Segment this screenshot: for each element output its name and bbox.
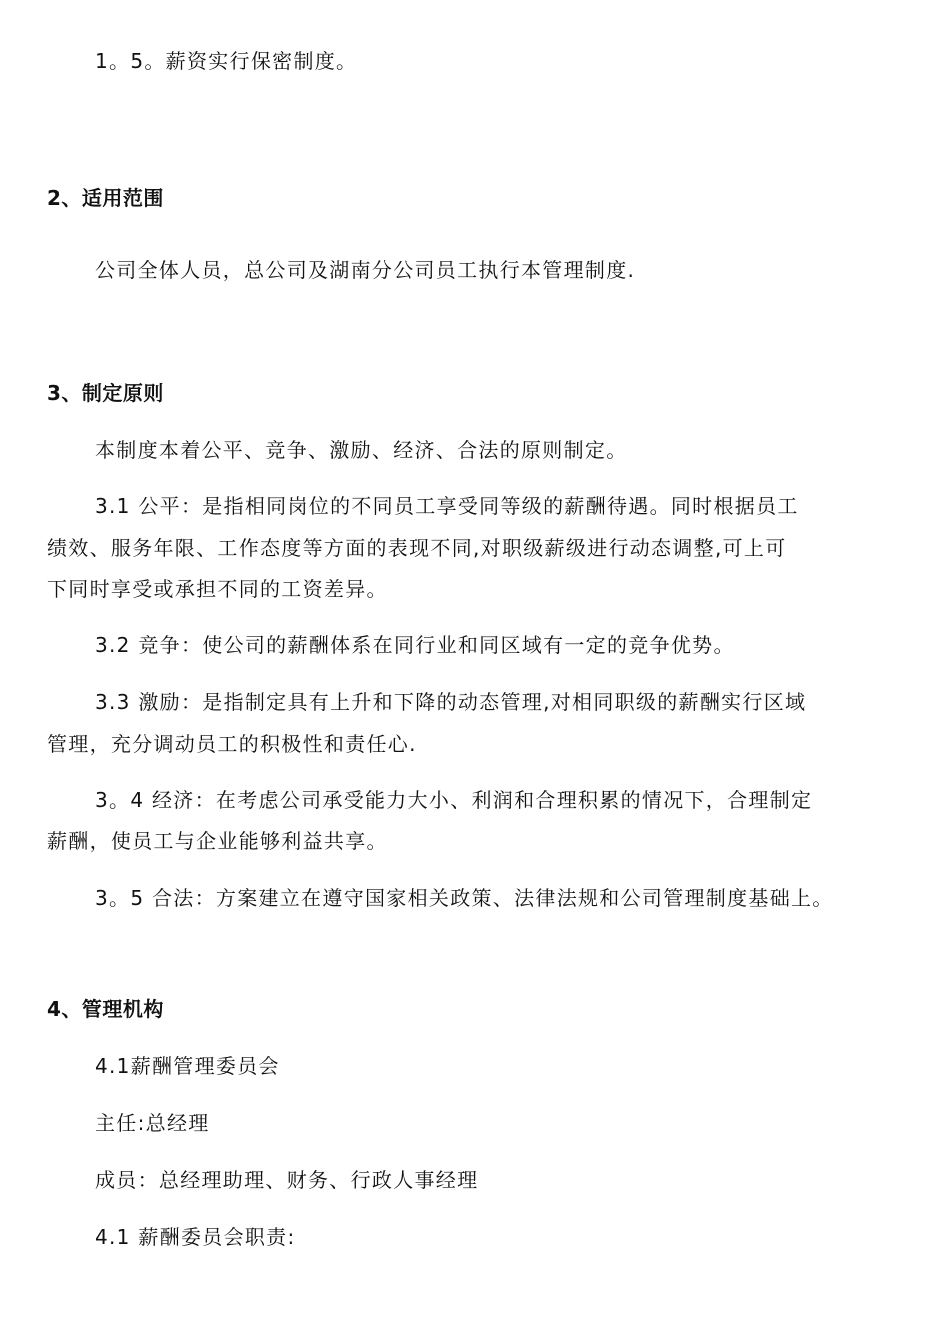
- clause-3-1-line-1: 3.1 公平：是指相同岗位的不同员工享受同等级的薪酬待遇。同时根据员工: [95, 494, 799, 518]
- clause-3-4-line-2: 薪酬，使员工与企业能够利益共享。: [47, 829, 388, 853]
- clause-4-1-committee: 4.1薪酬管理委员会: [95, 1054, 280, 1078]
- principles-intro: 本制度本着公平、竞争、激励、经济、合法的原则制定。: [95, 438, 628, 462]
- clause-3-4-line-1: 3。4 经济：在考虑公司承受能力大小、利润和合理积累的情况下，合理制定: [95, 788, 813, 812]
- section-heading-management: 4、管理机构: [47, 997, 164, 1021]
- clause-3-1-line-3: 下同时享受或承担不同的工资差异。: [47, 577, 388, 601]
- clause-3-5: 3。5 合法：方案建立在遵守国家相关政策、法律法规和公司管理制度基础上。: [95, 886, 834, 910]
- section-heading-scope: 2、适用范围: [47, 186, 164, 210]
- committee-duties-heading: 4.1 薪酬委员会职责:: [95, 1225, 296, 1249]
- clause-3-3-line-1: 3.3 激励：是指制定具有上升和下降的动态管理,对相同职级的薪酬实行区域: [95, 690, 807, 714]
- committee-director: 主任:总经理: [95, 1111, 210, 1135]
- clause-3-1-line-2: 绩效、服务年限、工作态度等方面的表现不同,对职级薪级进行动态调整,可上可: [47, 536, 787, 560]
- clause-3-2: 3.2 竞争：使公司的薪酬体系在同行业和同区域有一定的竞争优势。: [95, 633, 735, 657]
- clause-3-3-line-2: 管理，充分调动员工的积极性和责任心.: [47, 732, 417, 756]
- committee-members: 成员：总经理助理、财务、行政人事经理: [95, 1168, 479, 1192]
- clause-1-5: 1。5。薪资实行保密制度。: [95, 49, 358, 73]
- scope-paragraph: 公司全体人员，总公司及湖南分公司员工执行本管理制度.: [95, 258, 636, 282]
- section-heading-principles: 3、制定原则: [47, 381, 164, 405]
